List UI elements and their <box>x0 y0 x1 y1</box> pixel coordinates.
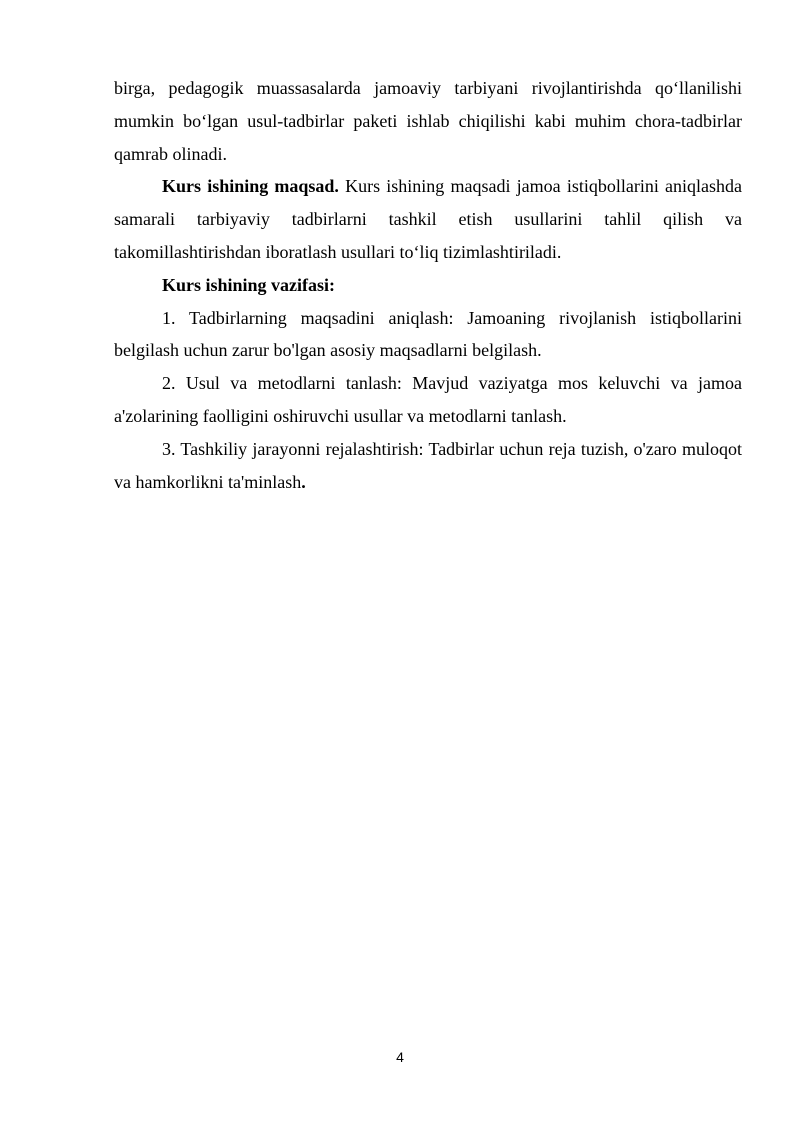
task-item-text: 3. Tashkiliy jarayonni rejalashtirish: Tadbirlar uchun reja tuzish, o'zaro muloqot va hamkorlikni ta'minlash <box>114 438 742 492</box>
task-item-3 <box>114 433 742 499</box>
task-item-1 <box>114 302 742 368</box>
intro-paragraph: birga, pedagogik muassasalarda jamoaviy tarbiyani rivojlantirishda qo‘llanilishi mumkin bo‘lgan usul-tadbirlar paketi ishlab chiqilishi kabi muhim chora-tadbirlar qamrab olinadi. <box>114 78 742 164</box>
goal-text: Kurs ishining maqsadi jamoa istiqbollarini aniqlashda samarali tarbiyaviy tadbirlarni tashkil etish usullarini tahlil qilish va takomillashtirishdan iboratlash usullari to‘liq tizimlashtiriladi. <box>114 176 742 262</box>
page-body <box>114 72 742 498</box>
task-item-text: 2. Usul va metodlarni tanlash: Mavjud vaziyatga mos keluvchi va jamoa a'zolarining faolligini oshiruvchi usullar va metodlarni tanlash. <box>114 373 742 426</box>
task-item-text: 1. Tadbirlarning maqsadini aniqlash: Jamoaning rivojlanish istiqbollarini belgilash uchun zarur bo'lgan asosiy maqsadlarni belgilash. <box>114 307 742 361</box>
task-item-2 <box>114 367 742 433</box>
goal-paragraph <box>114 170 742 268</box>
page-number: 4 <box>396 1049 404 1065</box>
task-item-tail: . <box>301 471 306 492</box>
goal-heading: Kurs ishining maqsad. <box>162 176 339 197</box>
tasks-heading: Kurs ishining vazifasi: <box>162 274 336 295</box>
